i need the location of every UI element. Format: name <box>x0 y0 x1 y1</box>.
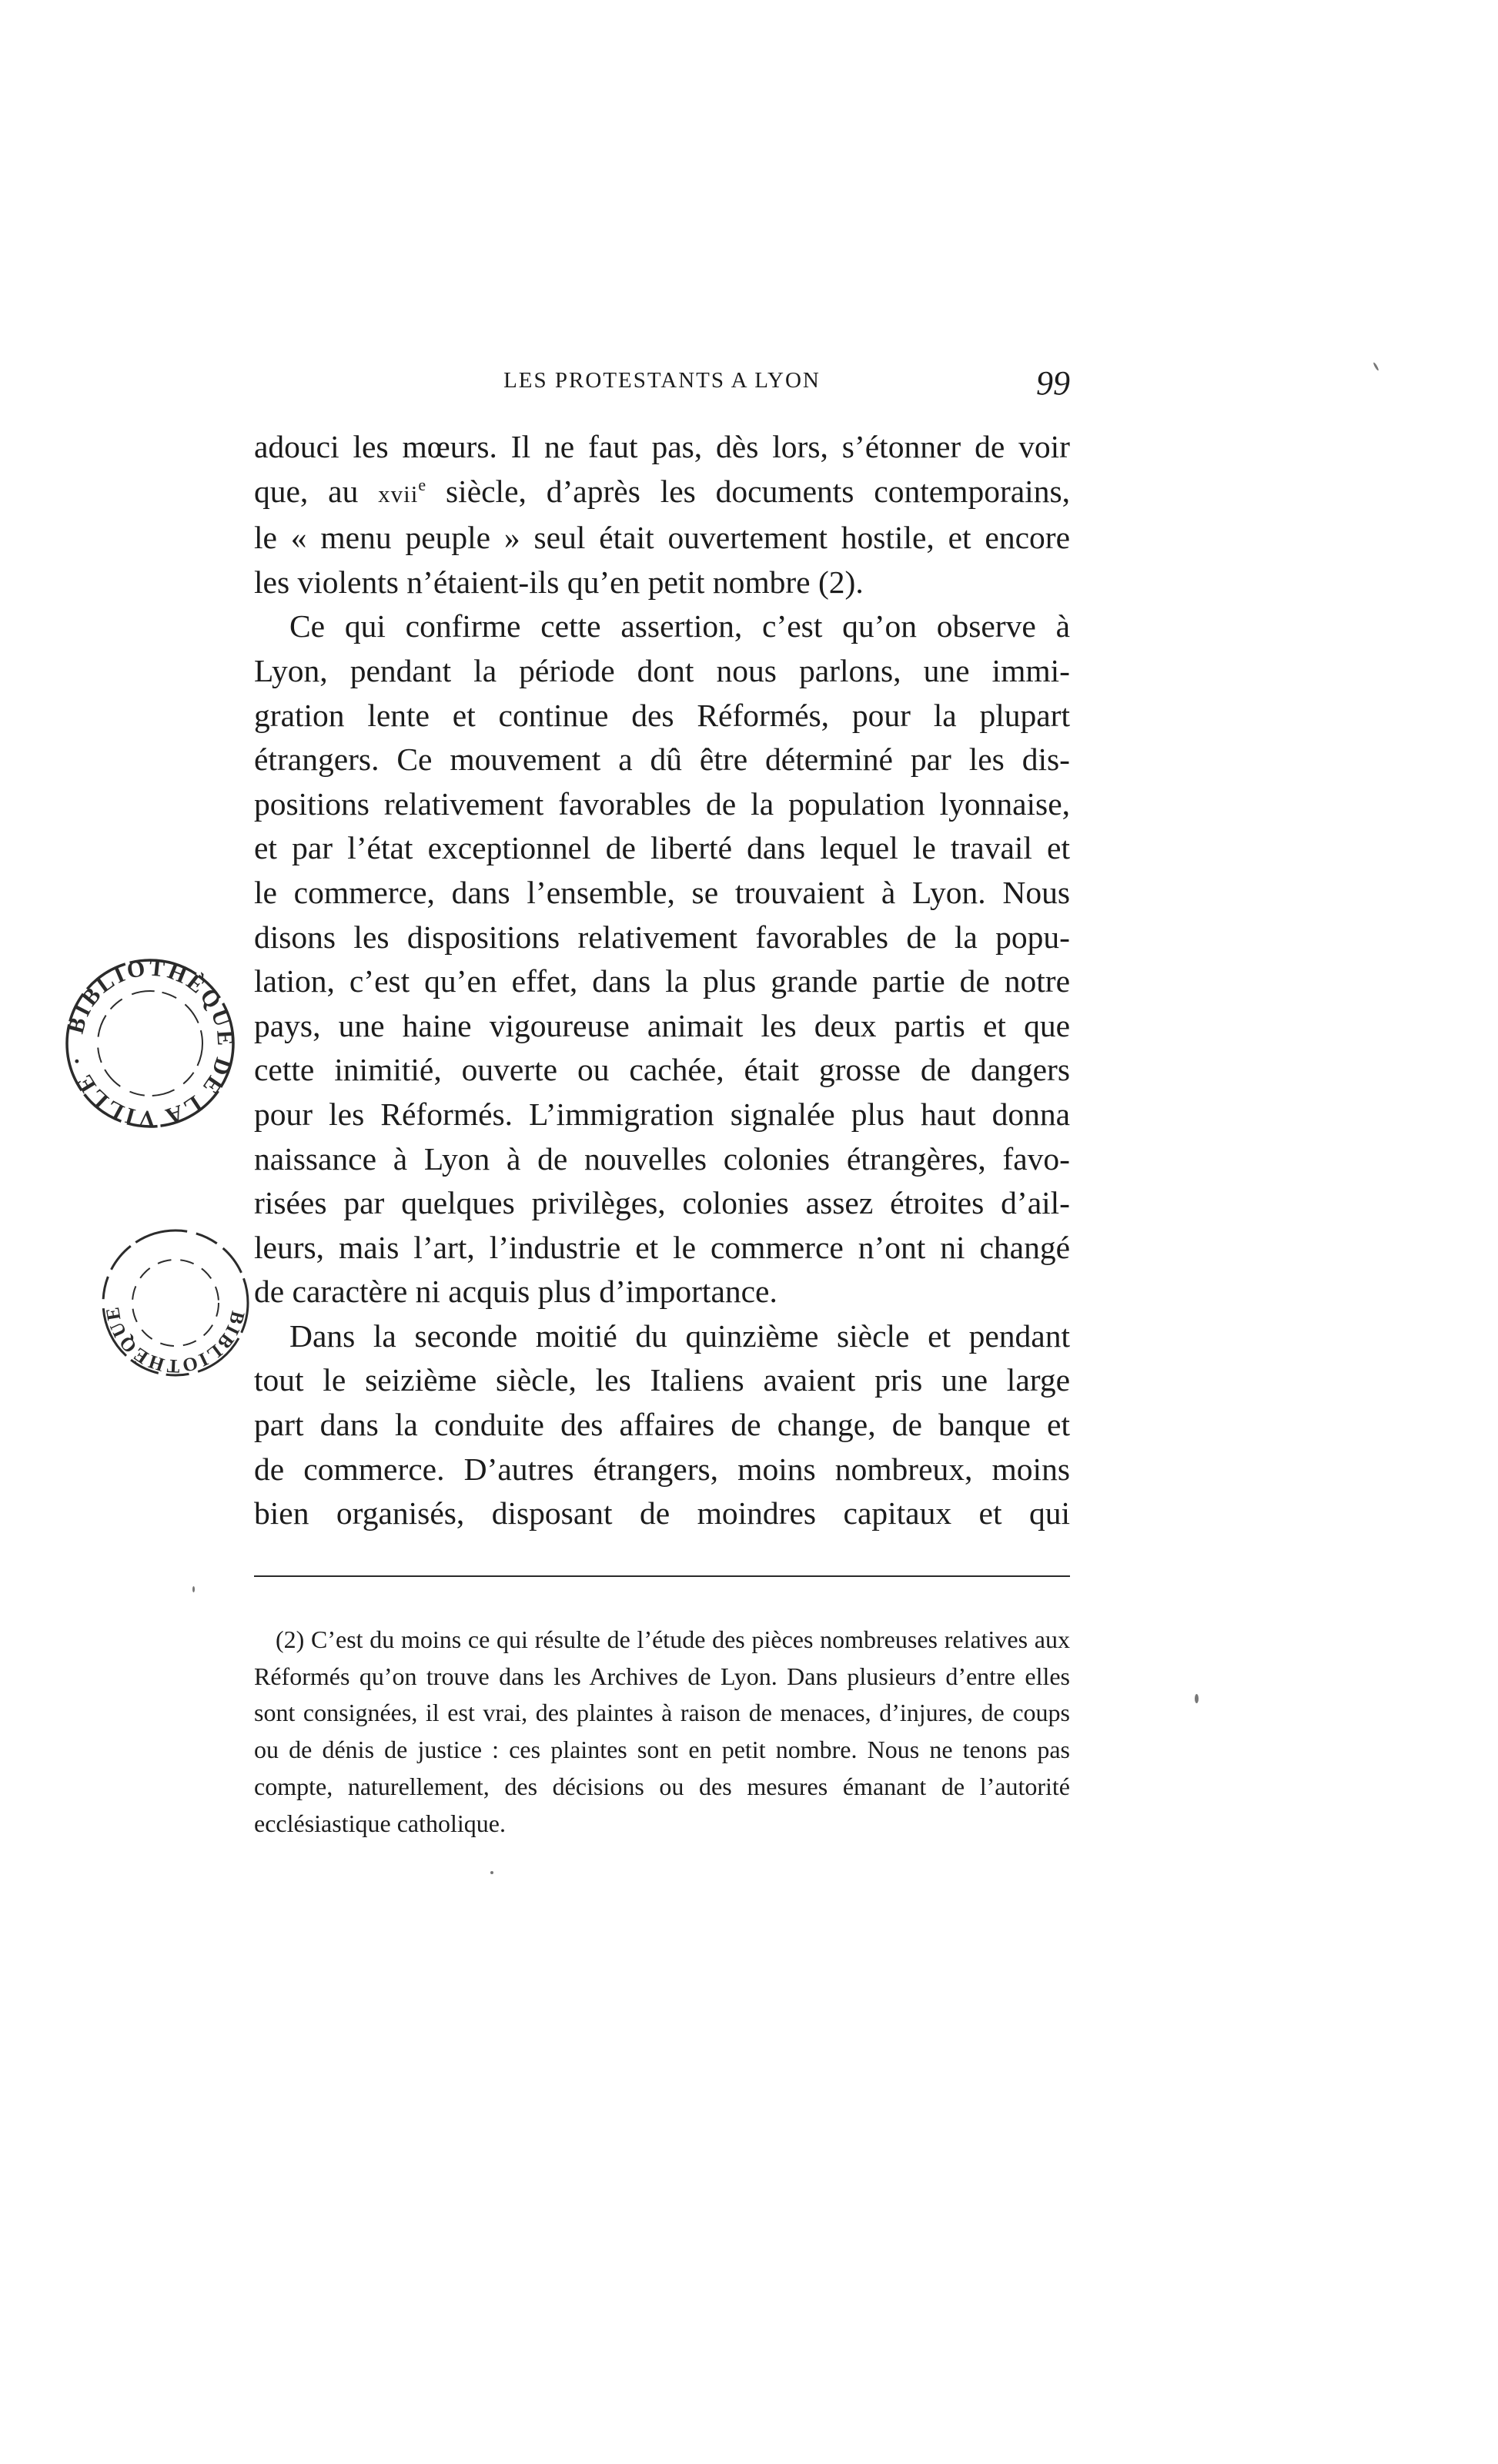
body-line-text: le commerce, dans l’ensemble, se trouvaient à Lyon. Nous <box>254 874 1070 910</box>
body-line-text: et par l’état exceptionnel de liberté dans lequel le travail et <box>254 830 1070 866</box>
body-line <box>254 1270 1070 1314</box>
body-line <box>254 649 1070 694</box>
body-line <box>254 1137 1070 1182</box>
body-line <box>254 1448 1070 1492</box>
body-line-text: pays, une haine vigoureuse animait les deux partis et que <box>254 1007 1070 1043</box>
svg-text:BIBLIOTHÈQUE DE LA VILLE · LYO <box>62 955 238 1132</box>
ink-speck <box>1373 362 1379 371</box>
body-line <box>254 516 1070 561</box>
superscript: e <box>418 474 426 494</box>
library-stamp-graphic <box>99 1226 252 1380</box>
century-numeral: xvii <box>378 480 419 507</box>
footnote-2: (2) C’est du moins ce qui résulte de l’étude des pièces nombreuses relatives aux Réformés qu’on trouve dans les Archives de Lyon. Dans plusieurs d’entre elles sont consignées, il est vrai, des plaintes à raison de menaces, d’injures, de coups ou de dénis de justice : ces plaintes sont en petit nombre. Nous ne tenons pas compte, naturellement, des décisions ou des mesures émanant de l’autorité ecclésiastique catholique. <box>254 1625 1070 1837</box>
body-line <box>254 826 1070 871</box>
body-line <box>254 1491 1070 1536</box>
body-line <box>254 738 1070 782</box>
body-line-text: de caractère ni acquis plus d’importance. <box>254 1274 777 1310</box>
body-line <box>254 782 1070 827</box>
body-line-text: part dans la conduite des affaires de change, de banque et <box>254 1407 1070 1443</box>
body-line-text: étrangers. Ce mouvement a dû être déterminé par les dis- <box>254 742 1070 778</box>
stamp-1-text: BIBLIOTHÈQUE DE LA VILLE · <box>62 955 239 1132</box>
body-line <box>254 1226 1070 1270</box>
body-line-text: disons les dispositions relativement favorables de la popu- <box>254 919 1070 955</box>
library-stamp-icon <box>99 1226 252 1380</box>
body-line-text: risées par quelques privilèges, colonies assez étroites d’ail- <box>254 1185 1070 1221</box>
body-line-text: gration lente et continue des Réformés, pour la plupart <box>254 697 1070 733</box>
page-number: 99 <box>1036 364 1070 402</box>
ink-speck <box>490 1871 493 1874</box>
body-line <box>254 1403 1070 1448</box>
body-line <box>254 959 1070 1004</box>
body-line-text: leurs, mais l’art, l’industrie et le commerce n’ont ni changé <box>254 1229 1070 1265</box>
body-line-text: que, au <box>254 473 379 509</box>
body-line-text: Ce qui confirme cette assertion, c’est qu’on observe à <box>289 608 1070 644</box>
body-line-text: les violents n’étaient-ils qu’en petit nombre (2). <box>254 564 864 600</box>
body-line-text: le « menu peuple » seul était ouvertement hostile, et encore <box>254 520 1070 556</box>
body-line-text: pour les Réformés. L’immigration signalée plus haut donna <box>254 1096 1070 1132</box>
body-line <box>254 1181 1070 1226</box>
body-line <box>254 871 1070 916</box>
stamp-2-text: BIBLIOTHÈQUE <box>102 1304 249 1377</box>
body-line-text: Dans la seconde moitié du quinzième siècle et pendant <box>289 1317 1070 1354</box>
body-line-text: siècle, d’après les documents contemporains, <box>426 473 1070 509</box>
body-line <box>254 1004 1070 1049</box>
library-stamp-graphic <box>62 955 239 1132</box>
running-title: LES PROTESTANTS A LYON <box>503 368 821 393</box>
body-line-text: bien organisés, disposant de moindres capitaux et qui <box>254 1495 1070 1532</box>
running-head <box>254 363 1070 410</box>
body-line <box>254 694 1070 738</box>
body-line-text: Lyon, pendant la période dont nous parlons, une immi- <box>254 652 1070 688</box>
ink-speck <box>1195 1694 1199 1703</box>
body-line-text: tout le seizième siècle, les Italiens avaient pris une large <box>254 1362 1070 1398</box>
body-line <box>254 1093 1070 1137</box>
body-line <box>254 561 1070 605</box>
body-line <box>254 604 1070 649</box>
body-line <box>254 470 1070 517</box>
body-line-text: lation, c’est qu’en effet, dans la plus grande partie de notre <box>254 963 1070 999</box>
body-line-text: naissance à Lyon à de nouvelles colonies étrangères, favo- <box>254 1140 1070 1177</box>
footnotes <box>254 1622 1070 1842</box>
body-text <box>254 425 1070 1536</box>
body-line <box>254 916 1070 960</box>
body-line-text: cette inimitié, ouverte ou cachée, était grosse de dangers <box>254 1052 1070 1088</box>
body-line <box>254 425 1070 470</box>
body-line-text: adouci les mœurs. Il ne faut pas, dès lors, s’étonner de voir <box>254 429 1070 464</box>
body-line-text: positions relativement favorables de la population lyonnaise, <box>254 785 1070 822</box>
body-line <box>254 1048 1070 1093</box>
body-line-text: de commerce. D’autres étrangers, moins nombreux, moins <box>254 1451 1070 1487</box>
library-stamp-icon <box>62 955 239 1132</box>
body-line <box>254 1314 1070 1359</box>
footnote-divider <box>254 1575 1070 1577</box>
ink-speck <box>192 1586 195 1592</box>
body-line <box>254 1358 1070 1403</box>
